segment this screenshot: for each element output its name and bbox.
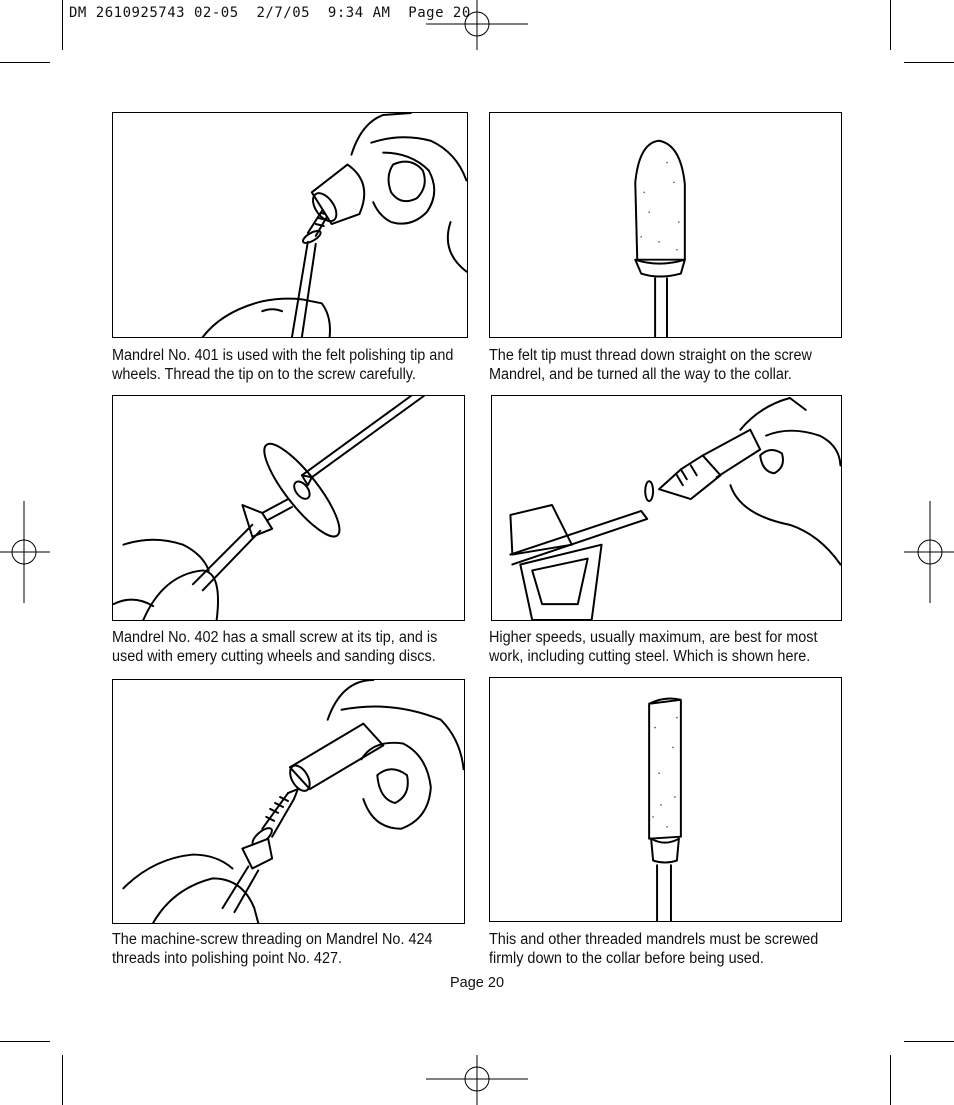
registration-mark-right xyxy=(904,501,954,603)
caption-panel-6: This and other threaded mandrels must be screwed firmly down to the collar before being used. xyxy=(489,931,819,967)
illustration-felt-tip-on-mandrel xyxy=(489,112,842,338)
illustration-threaded-mandrel-collar xyxy=(489,677,842,922)
caption-panel-4: Higher speeds, usually maximum, are best for most work, including cutting steel. Which is shown here. xyxy=(489,629,818,665)
caption-panel-5: The machine-screw threading on Mandrel No. 424 threads into polishing point No. 427. xyxy=(112,931,433,967)
illustration-mandrel-402-cutting-wheel xyxy=(112,395,465,621)
registration-mark-top xyxy=(426,0,528,50)
caption-panel-2: The felt tip must thread down straight on the screw Mandrel, and be turned all the way to the collar. xyxy=(489,347,812,383)
illustration-mandrel-401-felt-tip xyxy=(112,112,468,338)
caption-panel-1: Mandrel No. 401 is used with the felt polishing tip and wheels. Thread the tip on to the screw carefully. xyxy=(112,347,454,383)
registration-mark-bottom xyxy=(426,1055,528,1105)
registration-mark-left xyxy=(0,501,50,603)
caption-panel-3: Mandrel No. 402 has a small screw at its tip, and is used with emery cutting wheels and sanding discs. xyxy=(112,629,438,665)
printer-slug: DM 2610925743 02-05 2/7/05 9:34 AM Page 20 xyxy=(69,5,471,21)
illustration-cutting-steel-in-vise xyxy=(491,395,842,621)
illustration-mandrel-424-polishing-point xyxy=(112,679,465,924)
page-number: Page 20 xyxy=(450,975,505,991)
